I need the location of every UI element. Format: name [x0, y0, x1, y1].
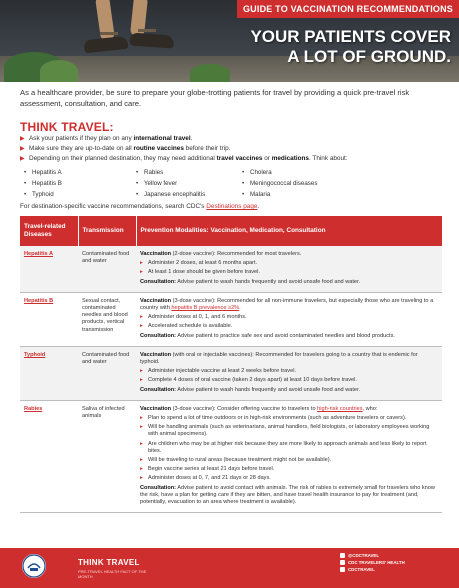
- vaccination-text: (3-dose vaccine): Recommended for all non-immune travelers, but especially those who are traveling to a country with: [140, 297, 434, 312]
- vaccination-text: .: [239, 305, 241, 312]
- think-travel-steps: [20, 134, 440, 165]
- bullet-icon: •: [24, 191, 27, 198]
- table-row: [20, 292, 442, 346]
- step-text: Ask your patients if they plan on any: [29, 135, 134, 142]
- vaccination-label: Vaccination: [140, 405, 172, 412]
- vaccination-table: [20, 216, 443, 513]
- column-header: Travel-related Diseases: [20, 216, 78, 246]
- bullet-icon: •: [242, 191, 245, 198]
- disease-link[interactable]: Hepatitis B: [20, 292, 78, 346]
- hero-plant: [40, 60, 78, 82]
- social-item[interactable]: [340, 559, 452, 566]
- vaccine-item: [24, 179, 139, 189]
- arrow-icon: ▶: [20, 136, 25, 142]
- column-header: Prevention Modalities: Vaccination, Medication, Consultation: [136, 216, 442, 246]
- vaccine-item: [242, 190, 384, 200]
- table-row: [20, 400, 442, 512]
- cdc-logo-icon: [22, 554, 46, 578]
- vaccine-name: Malaria: [250, 191, 271, 198]
- bullet-icon: •: [242, 180, 245, 187]
- hero-plant: [190, 64, 230, 82]
- transmission-cell: Contaminated food and water: [78, 246, 136, 292]
- vaccine-name: Cholera: [250, 169, 272, 176]
- vaccination-line: [140, 298, 438, 312]
- footer-brand: THINK TRAVEL: [78, 558, 140, 567]
- list-item: ▸ At least 1 dose should be given before travel.: [140, 269, 438, 276]
- consultation-label: Consultation:: [140, 332, 177, 339]
- list-item: ▸ Plan to spend a lot of time outdoors or in high-risk environments (such as adventure travelers or cavers).: [140, 415, 438, 422]
- vaccination-text: (with oral or injectable vaccines): Recommended for travelers going to a country that is endemic for typhoid.: [140, 351, 418, 366]
- consultation-label: Consultation:: [140, 278, 177, 285]
- step-item: [20, 134, 440, 144]
- arrow-icon: ▶: [20, 156, 25, 163]
- hero-sandal: [130, 32, 175, 48]
- list-item: ▸ Will be handling animals (such as veterinarians, animal handlers, field biologists, or laboratory employees working with animal specimens).: [140, 424, 438, 438]
- bullet-icon: •: [136, 169, 139, 176]
- vaccination-line: [140, 406, 438, 413]
- vaccination-label: Vaccination: [140, 297, 172, 304]
- consultation-line: [140, 333, 438, 340]
- disease-link[interactable]: Rabies: [20, 400, 78, 512]
- bullet-icon: •: [242, 169, 245, 176]
- list-item: ▸ Administer 2 doses, at least 6 months apart.: [140, 260, 438, 267]
- consultation-text: Advise patient to practice safe sex and avoid contaminated needles and blood products.: [176, 332, 395, 339]
- vaccine-name: Japanese encephalitis: [144, 191, 206, 198]
- step-text: .: [190, 135, 193, 142]
- social-label: @CDCTRAVEL: [348, 553, 380, 558]
- consultation-line: [140, 485, 438, 507]
- disease-link[interactable]: Typhoid: [20, 346, 78, 400]
- modalities-cell: [136, 292, 442, 346]
- transmission-cell: Saliva of infected animals: [78, 400, 136, 512]
- bullet-icon: •: [24, 180, 27, 187]
- vaccination-text: (2-dose vaccine): Recommended for most travelers.: [171, 251, 302, 257]
- search-text: For destination-specific vaccine recommendations, search CDC's: [20, 203, 207, 210]
- step-bold: routine vaccines: [133, 145, 184, 153]
- hero-title: YOUR PATIENTS COVER A LOT OF GROUND.: [250, 27, 451, 66]
- transmission-cell: Contaminated food and water: [78, 346, 136, 400]
- step-text: Depending on their planned destination, they may need additional: [29, 155, 217, 163]
- guide-tab: GUIDE TO VACCINATION RECOMMENDATIONS: [237, 0, 459, 18]
- hero-strap: [100, 32, 118, 35]
- vaccine-item: [136, 190, 245, 200]
- list-item: ▸ Begin vaccine series at least 21 days before travel.: [140, 466, 438, 473]
- vaccine-item: [136, 168, 245, 178]
- table-header-row: [20, 216, 442, 246]
- facebook-icon: [340, 560, 345, 565]
- step-bold: travel vaccines: [216, 155, 263, 163]
- vaccination-text: (3-dose vaccine): Consider offering vaccine to travelers to: [171, 405, 318, 412]
- consultation-text: Advise patient to avoid contact with animals. The risk of rabies is extremely small for travelers who know the risk, have a plan for getting care if they are bitten, and have travel health insurance to pay for treatment (and, potentially, evacuation to an area where treatment is available).: [140, 484, 435, 506]
- step-bold: international travel: [133, 135, 191, 142]
- table-row: [20, 346, 442, 400]
- search-text: .: [257, 203, 260, 210]
- vaccine-name: Rabies: [144, 169, 164, 176]
- hero-strap: [138, 29, 156, 32]
- vaccine-name: Hepatitis A: [32, 169, 62, 176]
- step-item: [20, 154, 440, 164]
- bullet-icon: •: [136, 180, 139, 187]
- transmission-cell: Sexual contact, contaminated needles and blood products, vertical transmission: [78, 292, 136, 346]
- footer-tagline: PRE-TRAVEL HEALTH FACT OF THE MONTH: [78, 569, 147, 579]
- step-text: before their trip.: [183, 145, 231, 153]
- social-links: [340, 552, 452, 573]
- vaccination-line: [140, 251, 438, 258]
- twitter-icon: [340, 553, 345, 558]
- vaccine-name: Meningococcal diseases: [250, 180, 318, 187]
- disease-link[interactable]: Hepatitis A: [20, 246, 78, 292]
- destinations-link[interactable]: Destinations page: [206, 203, 258, 210]
- list-item: ▸ Complete 4 doses of oral vaccine (taken 2 days apart) at least 10 days before travel.: [140, 377, 438, 384]
- step-bold: medications: [271, 155, 309, 163]
- consultation-label: Consultation:: [140, 484, 177, 491]
- hero-banner: [0, 0, 459, 82]
- vaccination-label: Vaccination: [140, 351, 172, 358]
- modalities-cell: [136, 346, 442, 400]
- column-header: Transmission: [78, 216, 136, 246]
- list-item: ▸ Administer injectable vaccine at least 2 weeks before travel.: [140, 368, 438, 375]
- instagram-icon: [340, 567, 345, 572]
- prevalence-link[interactable]: hepatitis B prevalence ≥2%: [171, 305, 240, 312]
- list-item: ▸ Will be traveling to rural areas (because treatment might not be available).: [140, 457, 438, 464]
- consultation-text: Advise patient to wash hands frequently and avoid unsafe food and water.: [176, 278, 361, 285]
- step-text: or: [262, 155, 272, 163]
- high-risk-countries-link[interactable]: high-risk countries: [317, 405, 363, 412]
- footer: [0, 548, 459, 588]
- list-item: ▸ Administer doses at 0, 7, and 21 days or 28 days.: [140, 475, 438, 482]
- vaccine-item: [242, 168, 384, 178]
- vaccination-label: Vaccination: [140, 251, 172, 257]
- bullet-icon: •: [136, 191, 139, 198]
- vaccine-item: [24, 168, 139, 178]
- modalities-cell: [136, 400, 442, 512]
- social-item[interactable]: [340, 566, 452, 573]
- social-item[interactable]: [340, 552, 452, 559]
- vaccine-name: Typhoid: [32, 191, 54, 198]
- think-travel-heading: THINK TRAVEL:: [20, 120, 114, 134]
- list-item: ▸ Are children who may be at higher risk because they are more likely to approach animals and less likely to report bites.: [140, 441, 438, 455]
- arrow-icon: ▶: [20, 146, 25, 153]
- list-item: ▸ Administer doses at 0, 1, and 6 months.: [140, 314, 438, 321]
- social-label: CDCTRAVEL: [348, 567, 375, 572]
- vaccine-name: Hepatitis B: [32, 180, 62, 187]
- vaccine-item: [242, 179, 384, 189]
- intro-paragraph: As a healthcare provider, be sure to prepare your globe-trotting patients for travel by providing a quick pre-travel risk assessment, consultation, and care.: [20, 88, 410, 108]
- list-item: ▸ Accelerated schedule is available.: [140, 323, 438, 330]
- step-text: Make sure they are up-to-date on all: [29, 145, 134, 153]
- step-text: . Think about:: [308, 155, 348, 163]
- social-label: CDC TRAVELERS' HEALTH: [348, 560, 405, 565]
- bullet-icon: •: [24, 169, 27, 176]
- consultation-line: [140, 279, 438, 286]
- step-item: [20, 144, 440, 154]
- modalities-cell: [136, 246, 442, 292]
- destination-search-line: [20, 203, 259, 210]
- vaccine-item: [24, 190, 139, 200]
- vaccination-line: [140, 352, 438, 366]
- consultation-line: [140, 387, 438, 394]
- vaccine-list: [24, 168, 384, 200]
- vaccination-text: , who:: [362, 405, 378, 412]
- vaccine-name: Yellow fever: [144, 180, 178, 187]
- table-row: [20, 246, 442, 292]
- consultation-text: Advise patient to wash hands frequently and avoid unsafe food and water.: [176, 386, 361, 393]
- vaccine-item: [136, 179, 245, 189]
- consultation-label: Consultation:: [140, 386, 177, 393]
- hero-sandal: [83, 36, 128, 54]
